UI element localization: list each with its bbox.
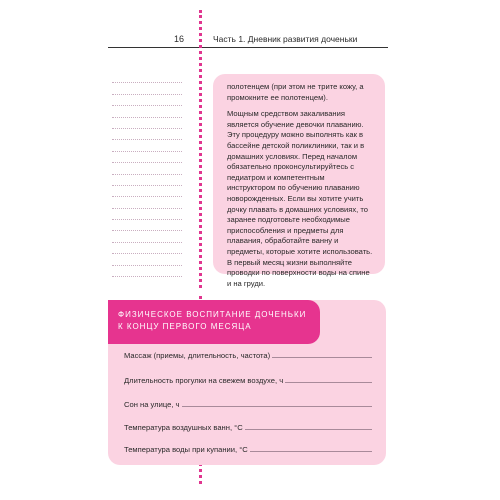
field-label: Температура воды при купании, °С [124, 445, 248, 454]
header-rule [108, 47, 388, 48]
running-title: Часть 1. Дневник развития доченьки [213, 34, 358, 44]
fill-line [272, 357, 372, 358]
note-line [112, 197, 182, 208]
note-line [112, 243, 182, 254]
note-line [112, 220, 182, 231]
note-line [112, 186, 182, 197]
fill-line [245, 429, 372, 430]
form-field-walk-duration[interactable] [124, 373, 372, 385]
notes-area[interactable] [112, 72, 182, 277]
note-line [112, 175, 182, 186]
note-line [112, 129, 182, 140]
note-line [112, 72, 182, 83]
field-label: Температура воздушных ванн, °С [124, 423, 243, 432]
paragraph: Мощным средством закаливания является обучение девочки плаванию. Эту процедуру можно выполнять как в бассейне детской поликлиники, так и в домашних условиях. Перед началом обязательно проконсультируйтесь с педиатром и компетентным инструктором по обучению плаванию новорожденных. Если вы хотите учить дочку плавать в домашних условиях, то заранее подготовьте необходимые приспособления и предметы для плавания, обработайте ванну и предметы, которые хотите использовать. В первый месяц жизни выполняйте проводки по поверхности воды на спине и на груди. [227, 109, 373, 288]
form-field-air-bath-temp[interactable] [124, 420, 372, 432]
note-line [112, 209, 182, 220]
dotted-divider-top [199, 10, 202, 288]
note-line [112, 254, 182, 265]
note-line [112, 163, 182, 174]
swimming-text-box [213, 74, 385, 288]
note-line [112, 231, 182, 242]
fill-line [182, 406, 372, 407]
note-line [112, 140, 182, 151]
note-line [112, 118, 182, 129]
form-field-bath-water-temp[interactable] [124, 442, 372, 454]
note-line [112, 106, 182, 117]
fill-line [250, 451, 372, 452]
field-label: Сон на улице, ч [124, 400, 180, 409]
field-label: Длительность прогулки на свежем воздухе, ч [124, 376, 284, 385]
field-label: Массаж (приемы, длительность, частота) [124, 351, 271, 360]
form-title-line: К КОНЦУ ПЕРВОГО МЕСЯЦА [118, 322, 252, 331]
page-number: 16 [173, 34, 184, 44]
form-field-outdoor-sleep[interactable] [124, 397, 372, 409]
note-line [112, 152, 182, 163]
form-field-massage[interactable] [124, 348, 372, 360]
note-line [112, 83, 182, 94]
fill-line [285, 382, 372, 383]
form-title [108, 300, 320, 344]
paragraph: полотенцем (при этом не трите кожу, а промокните ее полотенцем). [227, 82, 364, 102]
form-title-line: ФИЗИЧЕСКОЕ ВОСПИТАНИЕ ДОЧЕНЬКИ [118, 310, 307, 319]
note-line [112, 266, 182, 277]
note-line [112, 95, 182, 106]
